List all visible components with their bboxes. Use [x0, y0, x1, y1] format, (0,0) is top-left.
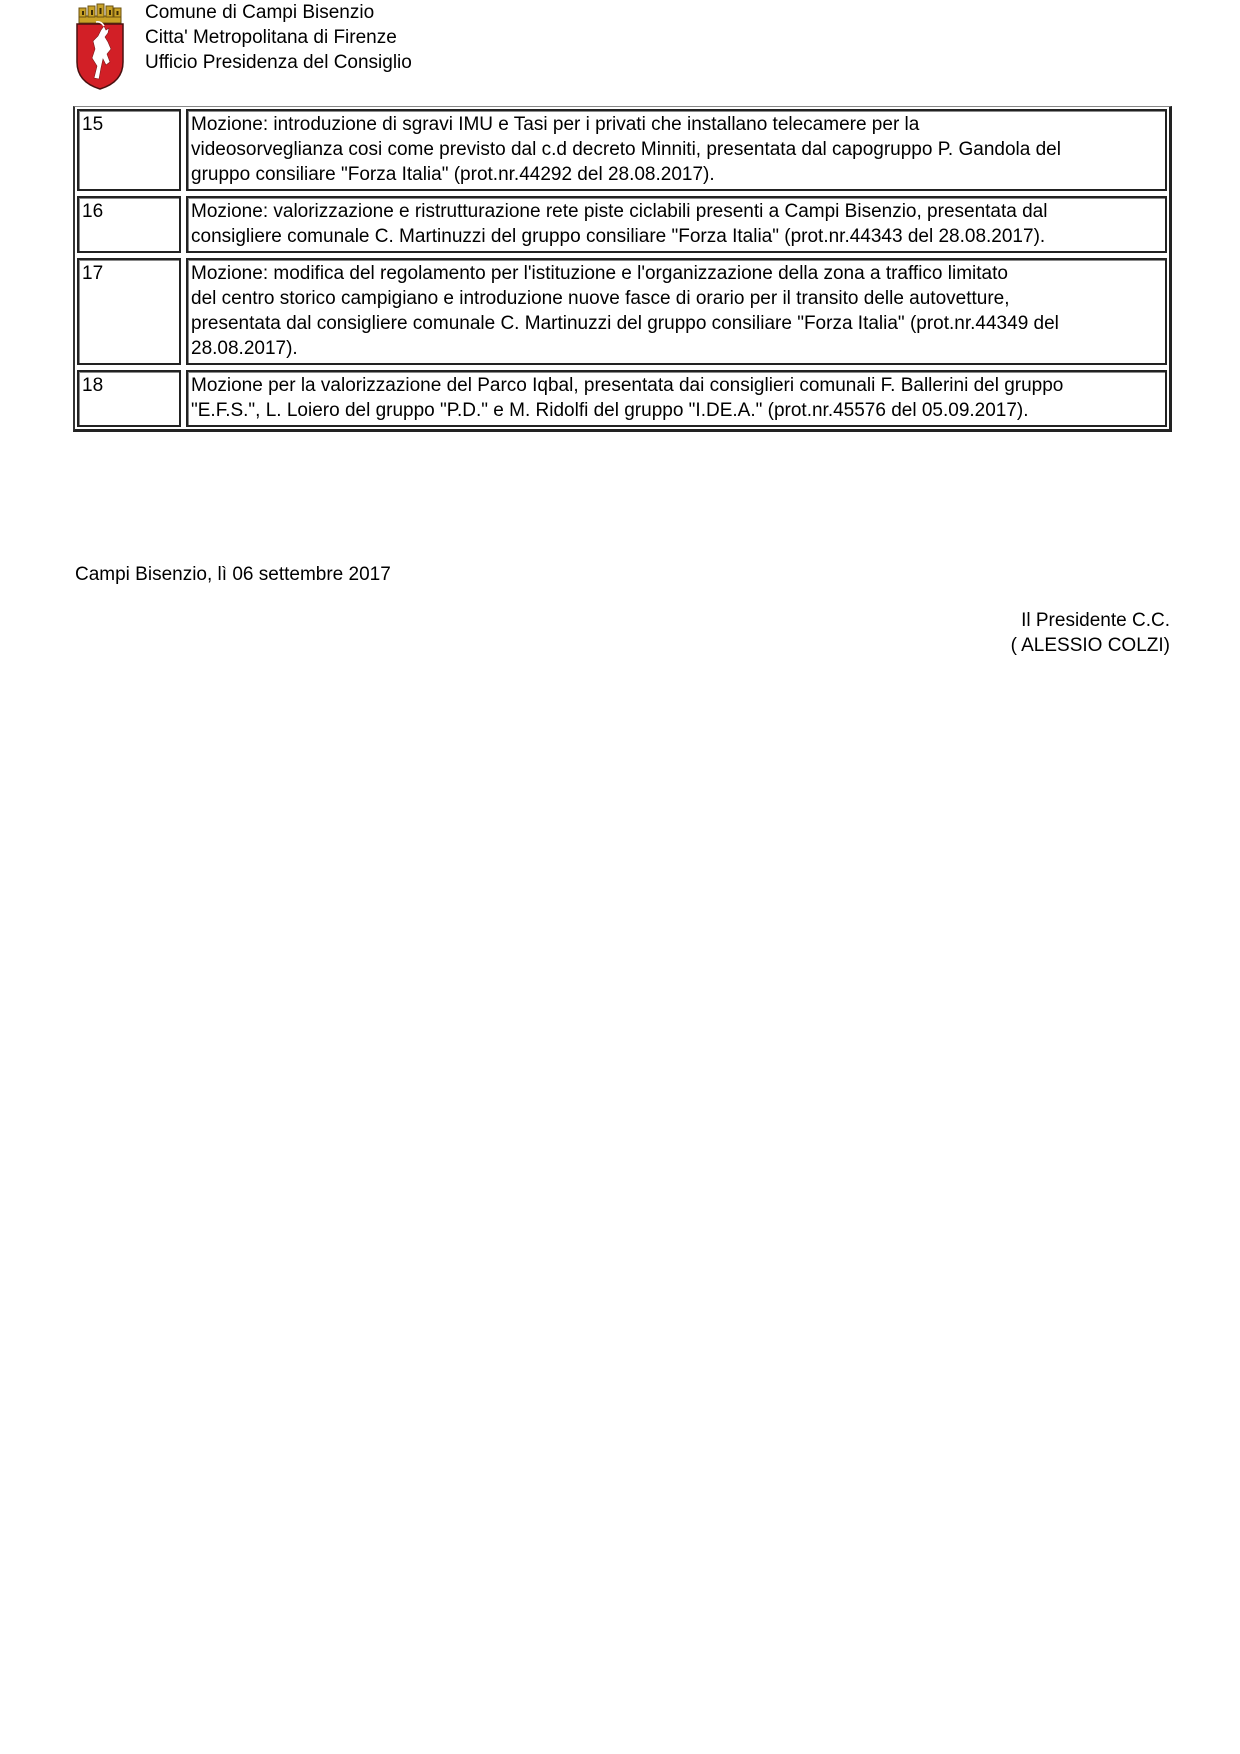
item-number: 15 — [77, 109, 181, 191]
description-line: Mozione: introduzione di sgravi IMU e Tasi per i privati che installano telecamere per la — [191, 114, 920, 135]
description-line: consigliere comunale C. Martinuzzi del gruppo consiliare "Forza Italia" (prot.nr.44343 del 28.08.2017). — [191, 226, 1046, 247]
item-description — [186, 258, 1167, 365]
municipality-name: Comune di Campi Bisenzio — [145, 2, 375, 23]
description-line: Mozione per la valorizzazione del Parco Iqbal, presentata dai consiglieri comunali F. Ballerini del gruppo — [191, 375, 1064, 396]
description-line: 28.08.2017). — [191, 338, 298, 359]
signature-name: ( ALESSIO COLZI) — [1010, 635, 1170, 656]
item-number: 17 — [77, 258, 181, 365]
description-line: videosorveglianza cosi come previsto dal c.d decreto Minniti, presentata dal capogruppo P. Gandola del — [191, 139, 1061, 160]
description-line: Mozione: modifica del regolamento per l'istituzione e l'organizzazione della zona a traffico limitato — [191, 263, 1008, 284]
coat-of-arms-icon — [74, 2, 126, 90]
table-row — [77, 258, 1167, 365]
office-name: Ufficio Presidenza del Consiglio — [145, 52, 412, 73]
agenda-table — [73, 106, 1172, 432]
description-line: del centro storico campigiano e introduzione nuove fasce di orario per il transito delle autovetture, — [191, 288, 1010, 309]
signature-block — [1011, 608, 1170, 658]
table-row — [77, 370, 1167, 427]
signature-title: Il Presidente C.C. — [1021, 610, 1170, 631]
description-line: "E.F.S.", L. Loiero del gruppo "P.D." e M. Ridolfi del gruppo "I.DE.A." (prot.nr.45576 del 05.09.2017). — [191, 400, 1029, 421]
place-and-date: Campi Bisenzio, lì 06 settembre 2017 — [75, 564, 391, 585]
description-line: Mozione: valorizzazione e ristrutturazione rete piste ciclabili presenti a Campi Bisenzio, presentata dal — [191, 201, 1048, 222]
description-line: presentata dal consigliere comunale C. Martinuzzi del gruppo consiliare "Forza Italia" (prot.nr.44349 del — [191, 313, 1059, 334]
metropolitan-city: Citta' Metropolitana di Firenze — [145, 27, 397, 48]
item-description — [186, 109, 1167, 191]
item-description — [186, 196, 1167, 253]
table-row — [77, 109, 1167, 191]
description-line: gruppo consiliare "Forza Italia" (prot.nr.44292 del 28.08.2017). — [191, 164, 715, 185]
item-number: 18 — [77, 370, 181, 427]
table-row — [77, 196, 1167, 253]
municipality-header — [145, 0, 412, 75]
item-description — [186, 370, 1167, 427]
item-number: 16 — [77, 196, 181, 253]
crown-icon — [79, 4, 121, 23]
